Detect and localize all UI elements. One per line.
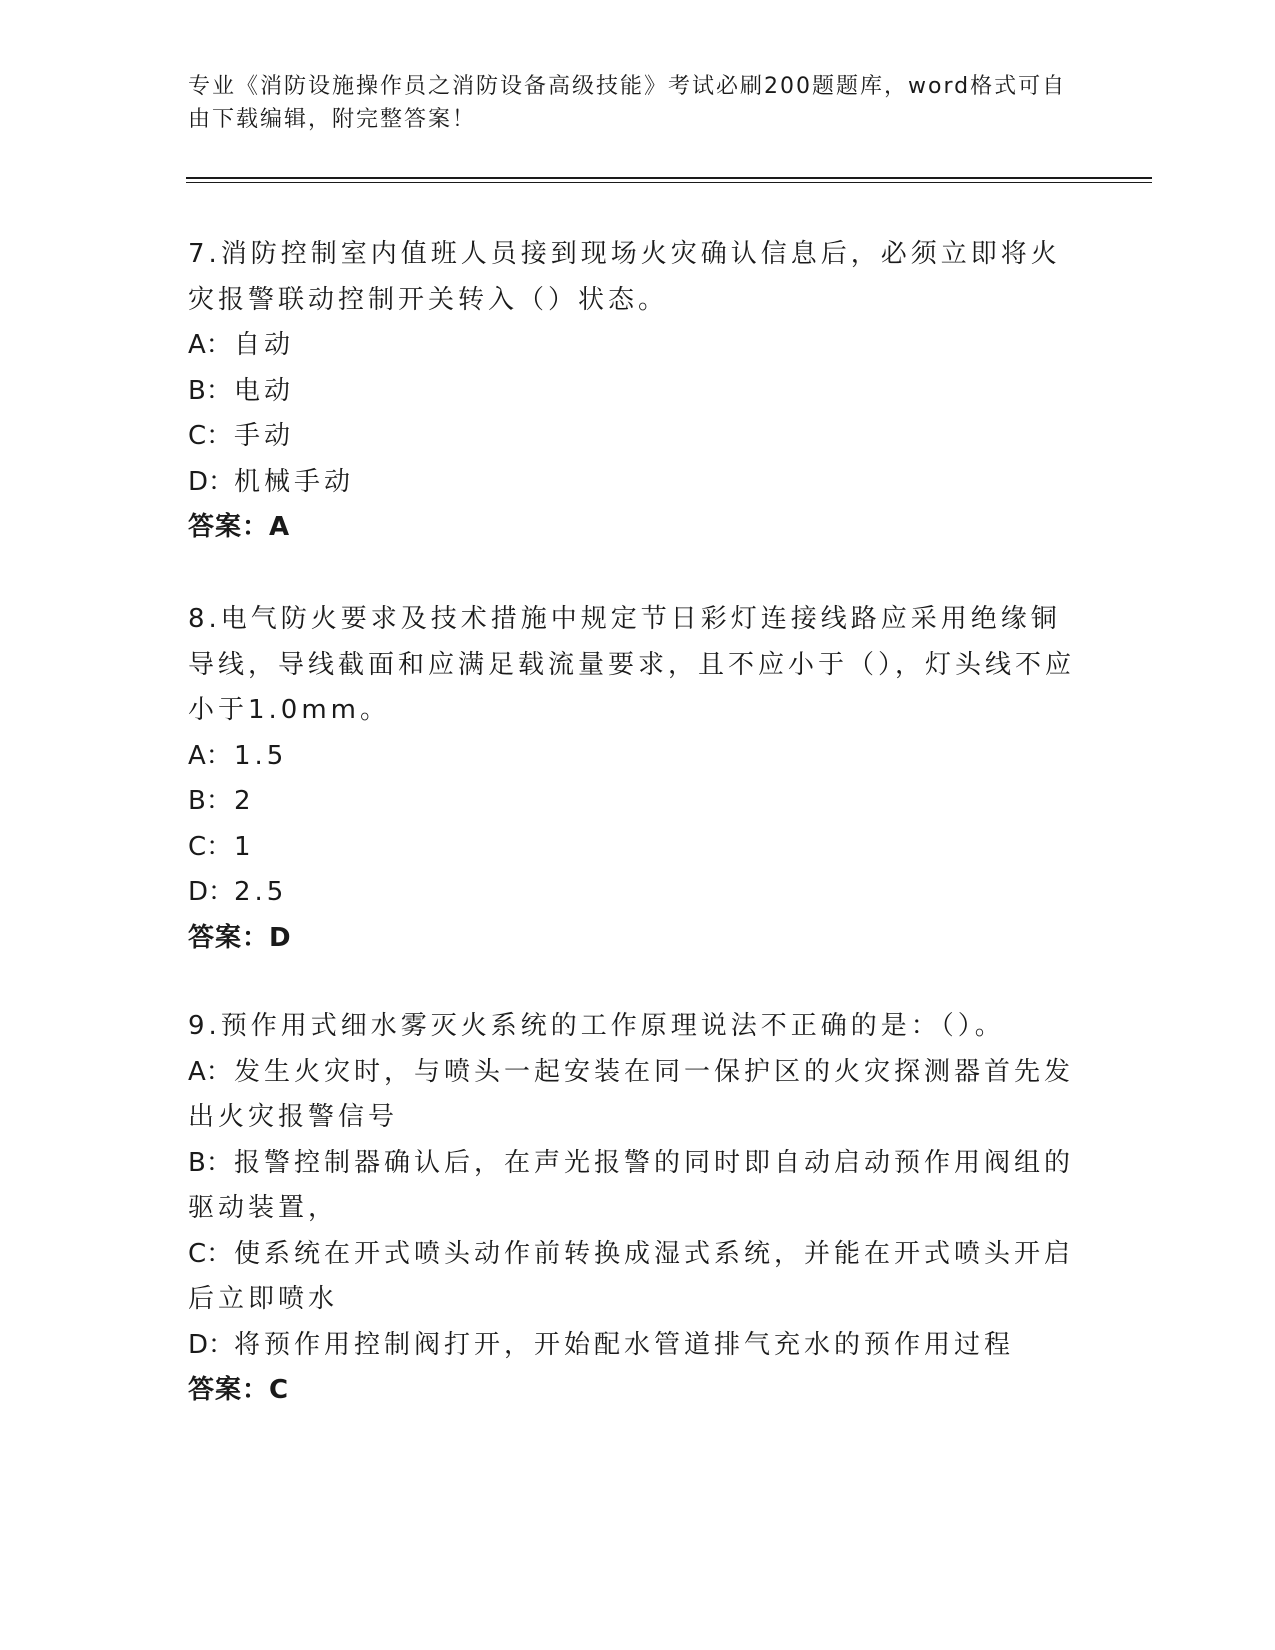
header-divider-thin [186, 182, 1152, 183]
option-c [188, 1232, 1078, 1323]
option-key: C： [188, 831, 233, 862]
option-text: 电动 [234, 375, 295, 406]
option-text: 自动 [234, 330, 295, 360]
answer-line: 答案：A [188, 512, 291, 542]
option-key: B： [188, 786, 232, 816]
option-key: A： [188, 330, 232, 360]
answer-line: 答案：D [188, 922, 292, 953]
question-stem: 8.电气防火要求及技术措施中规定节日彩灯连接线路应采用绝缘铜导线，导线截面和应满足载流量要求，且不应小于（），灯头线不应小于1.0mm。 [188, 604, 1076, 725]
option-text: 报警控制器确认后，在声光报警的同时即自动启动预作用阀组的驱动装置， [188, 1147, 1075, 1223]
option-key: B： [188, 1147, 232, 1178]
question-stem: 9.预作用式细水雾灭火系统的工作原理说法不正确的是：（）。 [188, 1011, 1005, 1041]
option-b [188, 779, 1078, 825]
option-text: 使系统在开式喷头动作前转换成湿式系统，并能在开式喷头开启后立即喷水 [188, 1238, 1075, 1314]
option-a [188, 323, 1078, 369]
option-text: 2.5 [234, 877, 288, 907]
option-b [188, 1141, 1078, 1232]
option-a [188, 734, 1078, 780]
option-text: 1 [234, 831, 255, 862]
question-8 [188, 597, 1078, 961]
answer-line: 答案：C [188, 1375, 290, 1405]
option-b [188, 369, 1078, 415]
option-key: D： [188, 877, 235, 907]
option-key: C： [188, 1238, 233, 1269]
option-key: A： [188, 740, 232, 771]
option-key: C： [188, 421, 233, 451]
option-text: 1.5 [234, 740, 288, 771]
option-d [188, 460, 1078, 506]
question-7 [188, 232, 1078, 551]
option-text: 将预作用控制阀打开，开始配水管道排气充水的预作用过程 [234, 1329, 1015, 1360]
option-c [188, 414, 1078, 460]
option-key: B： [188, 375, 232, 406]
option-d [188, 870, 1078, 916]
option-d [188, 1323, 1078, 1369]
option-key: A： [188, 1056, 232, 1087]
option-a [188, 1050, 1078, 1141]
option-c [188, 825, 1078, 871]
option-key: D： [188, 1329, 235, 1360]
question-stem: 7.消防控制室内值班人员接到现场火灾确认信息后，必须立即将火灾报警联动控制开关转入（）状态。 [188, 239, 1061, 315]
header-divider [186, 177, 1152, 179]
document-header: 专业《消防设施操作员之消防设备高级技能》考试必刷200题题库，word格式可自由下载编辑，附完整答案！ [188, 74, 1067, 132]
option-text: 发生火灾时，与喷头一起安装在同一保护区的火灾探测器首先发出火灾报警信号 [188, 1056, 1075, 1132]
option-text: 2 [234, 786, 255, 816]
option-text: 机械手动 [234, 466, 355, 497]
option-key: D： [188, 466, 235, 497]
question-9 [188, 1004, 1078, 1414]
option-text: 手动 [234, 421, 295, 451]
